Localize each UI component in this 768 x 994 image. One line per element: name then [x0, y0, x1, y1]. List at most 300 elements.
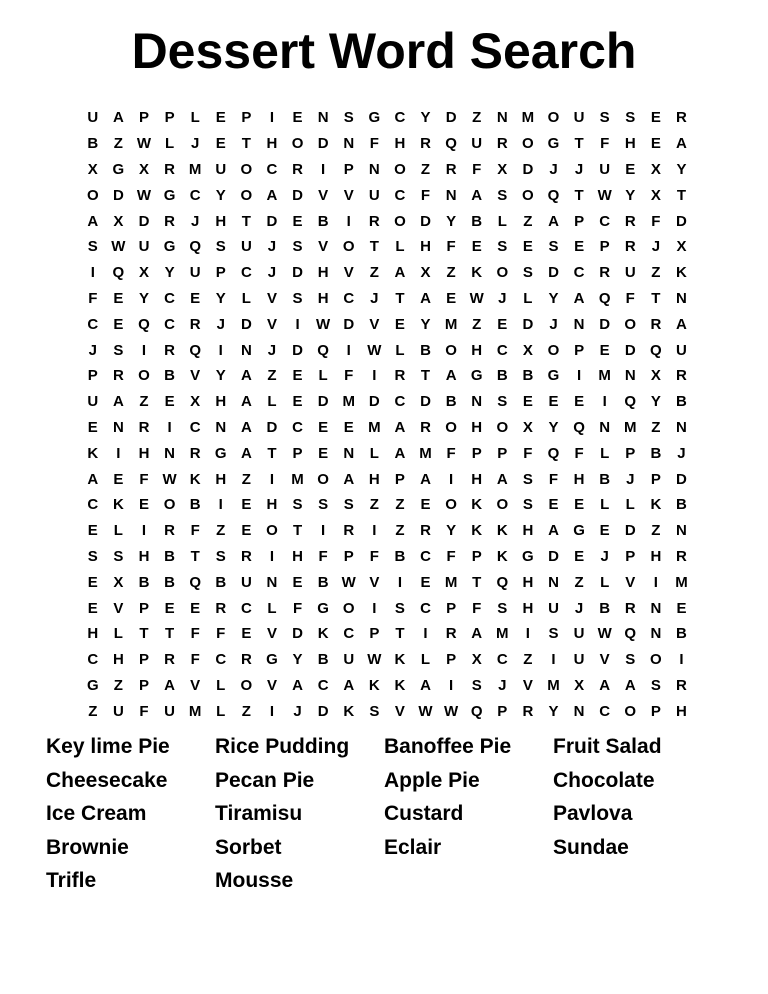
grid-letter[interactable]: R [189, 315, 201, 333]
grid-letter[interactable]: A [240, 418, 252, 436]
grid-letter[interactable]: E [522, 238, 533, 256]
grid-letter[interactable]: R [112, 367, 124, 385]
grid-letter[interactable]: N [624, 367, 636, 385]
grid-letter[interactable]: O [522, 186, 534, 204]
grid-letter[interactable]: J [267, 264, 277, 282]
grid-letter[interactable]: N [676, 289, 687, 307]
grid-letter[interactable]: R [676, 676, 687, 694]
grid-letter[interactable]: T [574, 135, 584, 153]
grid-letter[interactable]: P [138, 599, 149, 617]
grid-letter[interactable]: E [87, 418, 98, 436]
grid-letter[interactable]: F [292, 599, 303, 617]
grid-letter[interactable]: S [113, 341, 124, 359]
grid-letter[interactable]: A [676, 315, 687, 333]
grid-letter[interactable]: H [676, 702, 687, 720]
grid-letter[interactable]: W [469, 289, 484, 307]
grid-letter[interactable]: O [86, 186, 99, 204]
grid-letter[interactable]: E [574, 393, 585, 411]
grid-letter[interactable]: N [266, 573, 278, 591]
grid-letter[interactable]: Z [113, 135, 123, 153]
grid-letter[interactable]: J [549, 315, 558, 333]
grid-letter[interactable]: I [167, 418, 172, 436]
grid-letter[interactable]: R [420, 418, 431, 436]
grid-letter[interactable]: F [318, 547, 328, 565]
grid-letter[interactable]: Q [547, 444, 560, 462]
grid-letter[interactable]: X [522, 341, 533, 359]
grid-letter[interactable]: I [653, 573, 658, 591]
grid-letter[interactable]: K [676, 264, 687, 282]
grid-letter[interactable]: S [625, 109, 636, 127]
grid-letter[interactable]: B [599, 599, 611, 617]
grid-letter[interactable]: S [522, 470, 533, 488]
grid-letter[interactable]: H [266, 135, 278, 153]
grid-letter[interactable]: A [164, 676, 175, 694]
grid-letter[interactable]: U [548, 599, 559, 617]
grid-letter[interactable]: K [650, 496, 662, 514]
grid-letter[interactable]: G [522, 547, 534, 565]
grid-letter[interactable]: L [267, 599, 277, 617]
grid-letter[interactable]: J [600, 547, 609, 565]
grid-letter[interactable]: O [650, 651, 662, 669]
grid-letter[interactable]: F [344, 367, 354, 385]
grid-letter[interactable]: L [216, 676, 226, 694]
grid-letter[interactable]: O [496, 264, 509, 282]
grid-letter[interactable]: H [522, 573, 534, 591]
grid-letter[interactable]: L [267, 393, 277, 411]
grid-letter[interactable]: U [87, 393, 99, 411]
grid-letter[interactable]: C [215, 651, 227, 669]
grid-letter[interactable]: C [189, 418, 201, 436]
grid-letter[interactable]: M [444, 315, 458, 333]
grid-letter[interactable]: B [317, 651, 329, 669]
grid-letter[interactable]: R [624, 238, 636, 256]
grid-letter[interactable]: H [471, 418, 483, 436]
grid-letter[interactable]: U [599, 160, 611, 178]
grid-letter[interactable]: R [240, 651, 252, 669]
grid-letter[interactable]: I [679, 651, 684, 669]
grid-letter[interactable]: E [574, 496, 585, 514]
grid-letter[interactable]: F [651, 212, 661, 230]
grid-letter[interactable]: M [547, 676, 560, 694]
grid-letter[interactable]: E [190, 599, 201, 617]
grid-letter[interactable]: F [446, 547, 456, 565]
letter-grid[interactable] [80, 105, 696, 724]
grid-letter[interactable]: P [138, 651, 149, 669]
grid-letter[interactable]: L [190, 109, 200, 127]
grid-letter[interactable]: S [522, 496, 533, 514]
grid-letter[interactable]: E [676, 599, 687, 617]
grid-letter[interactable]: E [318, 418, 329, 436]
grid-letter[interactable]: Q [189, 341, 201, 359]
grid-letter[interactable]: E [599, 341, 610, 359]
grid-letter[interactable]: X [497, 160, 508, 178]
grid-letter[interactable]: L [395, 238, 405, 256]
grid-letter[interactable]: I [321, 160, 326, 178]
grid-letter[interactable]: D [445, 109, 457, 127]
grid-letter[interactable]: C [292, 418, 303, 436]
grid-letter[interactable]: L [113, 625, 123, 643]
grid-letter[interactable]: P [650, 702, 661, 720]
grid-letter[interactable]: N [676, 522, 687, 540]
grid-letter[interactable]: T [676, 186, 687, 204]
grid-letter[interactable]: Y [420, 109, 431, 127]
grid-letter[interactable]: I [218, 496, 223, 514]
grid-letter[interactable]: J [677, 444, 686, 462]
grid-letter[interactable]: B [87, 135, 99, 153]
grid-letter[interactable]: V [318, 186, 329, 204]
grid-letter[interactable]: N [650, 625, 662, 643]
grid-letter[interactable]: I [269, 702, 275, 720]
grid-letter[interactable]: Q [470, 702, 483, 720]
grid-letter[interactable]: Z [420, 160, 431, 178]
grid-letter[interactable]: T [241, 135, 251, 153]
grid-letter[interactable]: C [394, 109, 406, 127]
grid-letter[interactable]: J [267, 341, 277, 359]
grid-letter[interactable]: V [369, 315, 380, 333]
grid-letter[interactable]: M [444, 573, 458, 591]
grid-letter[interactable]: N [215, 418, 227, 436]
grid-letter[interactable]: P [369, 625, 380, 643]
grid-letter[interactable]: B [420, 341, 431, 359]
grid-letter[interactable]: U [471, 135, 483, 153]
grid-letter[interactable]: M [624, 418, 637, 436]
grid-letter[interactable]: X [676, 238, 687, 256]
grid-letter[interactable]: G [112, 160, 125, 178]
grid-letter[interactable]: R [138, 418, 150, 436]
grid-letter[interactable]: R [164, 341, 175, 359]
grid-letter[interactable]: Z [651, 522, 661, 540]
grid-letter[interactable]: X [113, 573, 124, 591]
grid-letter[interactable]: A [112, 393, 124, 411]
grid-letter[interactable]: B [676, 393, 687, 411]
grid-letter[interactable]: E [446, 289, 457, 307]
grid-letter[interactable]: N [471, 393, 483, 411]
grid-letter[interactable]: Z [216, 522, 226, 540]
grid-letter[interactable]: X [190, 393, 201, 411]
grid-letter[interactable]: Q [573, 418, 585, 436]
grid-letter[interactable]: L [600, 496, 610, 514]
grid-letter[interactable]: V [343, 186, 354, 204]
grid-letter[interactable]: E [292, 109, 303, 127]
grid-letter[interactable]: K [394, 651, 406, 669]
grid-letter[interactable]: Z [651, 418, 661, 436]
grid-letter[interactable]: K [112, 496, 124, 514]
grid-letter[interactable]: P [625, 444, 636, 462]
grid-letter[interactable]: R [164, 522, 175, 540]
grid-letter[interactable]: V [266, 625, 277, 643]
grid-letter[interactable]: S [343, 109, 354, 127]
grid-letter[interactable]: W [136, 186, 152, 204]
grid-letter[interactable]: N [164, 444, 175, 462]
grid-letter[interactable]: Y [215, 186, 226, 204]
grid-letter[interactable]: D [138, 212, 150, 230]
grid-letter[interactable]: C [240, 599, 252, 617]
grid-letter[interactable]: E [497, 315, 508, 333]
grid-letter[interactable]: C [394, 393, 406, 411]
grid-letter[interactable]: U [87, 109, 99, 127]
grid-letter[interactable]: K [471, 264, 483, 282]
grid-letter[interactable]: W [136, 135, 152, 153]
grid-letter[interactable]: K [343, 702, 355, 720]
grid-letter[interactable]: I [372, 522, 377, 540]
grid-letter[interactable]: E [343, 418, 354, 436]
grid-letter[interactable]: Z [472, 109, 482, 127]
grid-letter[interactable]: S [394, 599, 405, 617]
grid-letter[interactable]: G [573, 522, 585, 540]
grid-letter[interactable]: E [420, 573, 431, 591]
grid-letter[interactable]: I [321, 522, 326, 540]
grid-letter[interactable]: Z [369, 264, 379, 282]
grid-letter[interactable]: A [548, 522, 559, 540]
grid-letter[interactable]: R [164, 212, 175, 230]
grid-letter[interactable]: B [496, 367, 508, 385]
grid-letter[interactable]: H [292, 547, 303, 565]
grid-letter[interactable]: Z [523, 651, 533, 669]
grid-letter[interactable]: U [624, 264, 636, 282]
grid-letter[interactable]: N [650, 599, 662, 617]
grid-letter[interactable]: F [190, 625, 200, 643]
grid-letter[interactable]: I [90, 264, 95, 282]
grid-letter[interactable]: K [87, 444, 99, 462]
grid-letter[interactable]: C [599, 702, 611, 720]
grid-letter[interactable]: H [624, 135, 636, 153]
grid-letter[interactable]: S [497, 599, 508, 617]
grid-letter[interactable]: I [449, 470, 454, 488]
grid-letter[interactable]: Q [598, 289, 611, 307]
grid-letter[interactable]: E [241, 625, 252, 643]
grid-letter[interactable]: O [240, 676, 253, 694]
grid-letter[interactable]: Q [317, 341, 329, 359]
grid-letter[interactable]: U [189, 264, 201, 282]
grid-letter[interactable]: M [598, 367, 611, 385]
grid-letter[interactable]: A [394, 264, 406, 282]
grid-letter[interactable]: B [164, 573, 175, 591]
grid-letter[interactable]: N [112, 418, 124, 436]
grid-letter[interactable]: U [573, 109, 585, 127]
grid-letter[interactable]: X [420, 264, 431, 282]
grid-letter[interactable]: A [240, 367, 252, 385]
grid-letter[interactable]: Z [395, 522, 405, 540]
grid-letter[interactable]: X [522, 418, 533, 436]
grid-letter[interactable]: K [496, 522, 508, 540]
grid-letter[interactable]: E [164, 393, 175, 411]
grid-letter[interactable]: E [548, 496, 559, 514]
grid-letter[interactable]: F [139, 470, 149, 488]
grid-letter[interactable]: T [651, 289, 661, 307]
grid-letter[interactable]: K [394, 676, 406, 694]
grid-letter[interactable]: I [346, 341, 351, 359]
grid-letter[interactable]: B [676, 496, 687, 514]
grid-letter[interactable]: R [445, 625, 457, 643]
grid-letter[interactable]: J [626, 470, 635, 488]
grid-letter[interactable]: Q [138, 315, 150, 333]
grid-letter[interactable]: O [394, 160, 406, 178]
grid-letter[interactable]: D [522, 160, 534, 178]
grid-letter[interactable]: I [372, 599, 377, 617]
grid-letter[interactable]: H [138, 547, 150, 565]
grid-letter[interactable]: U [343, 651, 355, 669]
grid-letter[interactable]: C [420, 547, 431, 565]
grid-letter[interactable]: Q [445, 135, 457, 153]
grid-letter[interactable]: E [113, 315, 124, 333]
grid-letter[interactable]: O [342, 238, 355, 256]
grid-letter[interactable]: D [292, 341, 303, 359]
grid-letter[interactable]: R [496, 135, 508, 153]
grid-letter[interactable]: G [266, 651, 278, 669]
grid-letter[interactable]: X [650, 186, 661, 204]
grid-letter[interactable]: C [240, 264, 252, 282]
grid-letter[interactable]: O [266, 522, 278, 540]
grid-letter[interactable]: L [369, 444, 379, 462]
grid-letter[interactable]: D [266, 212, 278, 230]
grid-letter[interactable]: V [394, 702, 405, 720]
grid-letter[interactable]: B [599, 470, 611, 488]
grid-letter[interactable]: E [574, 547, 585, 565]
grid-letter[interactable]: I [525, 625, 530, 643]
grid-letter[interactable]: B [164, 547, 175, 565]
grid-letter[interactable]: J [293, 702, 302, 720]
grid-letter[interactable]: D [368, 393, 380, 411]
grid-letter[interactable]: V [266, 289, 277, 307]
grid-letter[interactable]: S [292, 496, 303, 514]
grid-letter[interactable]: E [292, 393, 303, 411]
grid-letter[interactable]: L [216, 702, 226, 720]
grid-letter[interactable]: B [676, 625, 687, 643]
grid-letter[interactable]: E [599, 522, 610, 540]
grid-letter[interactable]: J [191, 135, 200, 153]
grid-letter[interactable]: A [394, 418, 406, 436]
grid-letter[interactable]: P [497, 702, 508, 720]
grid-letter[interactable]: O [624, 315, 637, 333]
grid-letter[interactable]: F [446, 238, 456, 256]
grid-letter[interactable]: S [318, 496, 329, 514]
grid-letter[interactable]: I [551, 651, 556, 669]
grid-letter[interactable]: A [420, 289, 431, 307]
grid-letter[interactable]: W [341, 573, 356, 591]
grid-letter[interactable]: O [496, 496, 509, 514]
grid-letter[interactable]: X [650, 160, 661, 178]
grid-letter[interactable]: Z [472, 315, 482, 333]
grid-letter[interactable]: E [650, 135, 661, 153]
grid-letter[interactable]: E [394, 315, 405, 333]
grid-letter[interactable]: O [496, 418, 509, 436]
grid-letter[interactable]: S [343, 496, 354, 514]
grid-letter[interactable]: U [112, 702, 124, 720]
grid-letter[interactable]: B [189, 496, 201, 514]
grid-letter[interactable]: C [87, 496, 99, 514]
grid-letter[interactable]: R [292, 160, 303, 178]
grid-letter[interactable]: P [599, 238, 610, 256]
grid-letter[interactable]: S [650, 676, 661, 694]
grid-letter[interactable]: L [113, 522, 123, 540]
grid-letter[interactable]: S [215, 547, 226, 565]
grid-letter[interactable]: U [138, 238, 150, 256]
grid-letter[interactable]: G [163, 238, 176, 256]
grid-letter[interactable]: D [599, 315, 611, 333]
grid-letter[interactable]: A [112, 109, 124, 127]
grid-letter[interactable]: B [650, 444, 662, 462]
grid-letter[interactable]: X [574, 676, 585, 694]
grid-letter[interactable]: H [471, 470, 483, 488]
grid-letter[interactable]: O [394, 212, 406, 230]
grid-letter[interactable]: X [138, 264, 149, 282]
grid-letter[interactable]: Z [651, 264, 661, 282]
grid-letter[interactable]: L [625, 496, 635, 514]
grid-letter[interactable]: J [498, 676, 507, 694]
grid-letter[interactable]: H [138, 444, 150, 462]
grid-letter[interactable]: S [87, 238, 98, 256]
grid-letter[interactable]: Z [574, 573, 584, 591]
grid-letter[interactable]: E [574, 238, 585, 256]
grid-letter[interactable]: E [522, 393, 533, 411]
grid-letter[interactable]: P [215, 264, 226, 282]
grid-letter[interactable]: T [574, 186, 584, 204]
grid-letter[interactable]: A [420, 470, 431, 488]
grid-letter[interactable]: O [445, 418, 457, 436]
grid-letter[interactable]: M [521, 109, 535, 127]
grid-letter[interactable]: E [625, 160, 636, 178]
grid-letter[interactable]: R [624, 212, 636, 230]
grid-letter[interactable]: W [597, 625, 612, 643]
grid-letter[interactable]: Z [267, 367, 277, 385]
grid-letter[interactable]: V [318, 238, 329, 256]
grid-letter[interactable]: N [317, 109, 329, 127]
grid-letter[interactable]: E [138, 496, 149, 514]
grid-letter[interactable]: Q [112, 264, 125, 282]
grid-letter[interactable]: Q [547, 186, 560, 204]
grid-letter[interactable]: H [215, 393, 227, 411]
grid-letter[interactable]: P [394, 470, 405, 488]
grid-letter[interactable]: R [343, 522, 355, 540]
grid-letter[interactable]: C [599, 212, 611, 230]
grid-letter[interactable]: P [446, 599, 457, 617]
grid-letter[interactable]: D [420, 212, 431, 230]
grid-letter[interactable]: R [240, 547, 252, 565]
grid-letter[interactable]: P [138, 676, 149, 694]
grid-letter[interactable]: Z [369, 496, 379, 514]
grid-letter[interactable]: T [369, 238, 379, 256]
grid-letter[interactable]: A [87, 212, 99, 230]
grid-letter[interactable]: V [190, 367, 201, 385]
grid-letter[interactable]: D [317, 135, 329, 153]
grid-letter[interactable]: G [547, 367, 560, 385]
grid-letter[interactable]: A [624, 676, 636, 694]
grid-letter[interactable]: Q [496, 573, 509, 591]
grid-letter[interactable]: P [343, 160, 354, 178]
grid-letter[interactable]: B [317, 573, 329, 591]
grid-letter[interactable]: I [116, 444, 121, 462]
grid-letter[interactable]: F [190, 522, 200, 540]
grid-letter[interactable]: O [522, 135, 534, 153]
grid-letter[interactable]: R [650, 315, 662, 333]
grid-letter[interactable]: G [86, 676, 99, 694]
grid-letter[interactable]: L [600, 444, 610, 462]
grid-letter[interactable]: S [471, 676, 482, 694]
grid-letter[interactable]: E [548, 393, 559, 411]
grid-letter[interactable]: E [113, 289, 124, 307]
grid-letter[interactable]: Q [189, 238, 201, 256]
grid-letter[interactable]: M [675, 573, 688, 591]
grid-letter[interactable]: W [418, 702, 433, 720]
grid-letter[interactable]: K [471, 496, 483, 514]
grid-letter[interactable]: G [317, 599, 329, 617]
grid-letter[interactable]: J [574, 599, 584, 617]
grid-letter[interactable]: O [138, 367, 150, 385]
grid-letter[interactable]: Y [446, 522, 457, 540]
grid-letter[interactable]: R [676, 547, 687, 565]
grid-letter[interactable]: Q [189, 573, 201, 591]
grid-letter[interactable]: J [651, 238, 661, 256]
